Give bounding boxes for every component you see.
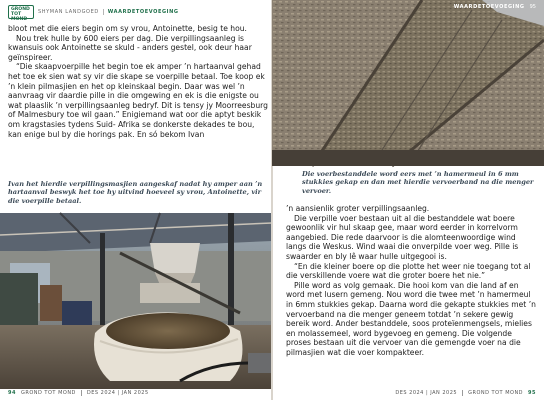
issue-date: DES 2024 | JAN 2025 <box>86 390 149 396</box>
right-body-text <box>286 204 538 358</box>
header-divider <box>103 9 104 15</box>
footer-divider <box>81 390 82 396</box>
section-label: WAARDETOEVOEGING <box>107 9 179 15</box>
left-photo-caption: Ivan het hierdie verpillingsmasjien aangeskaf nadat hy amper aan ’n hartaanval beswyk het toe hy uitvind hoeveel sy vrou, Antoinette, vir die voerpille betaal. <box>8 180 263 205</box>
page-number: 95 <box>528 390 536 396</box>
footer-left <box>8 390 149 396</box>
paragraph: ’n aansienlik groter verpillingsaanleg. <box>286 204 430 213</box>
page-number: 95 <box>529 4 536 10</box>
section-label: WAARDETOEVOEGING <box>453 4 525 10</box>
conveyor-belt-photo <box>272 0 544 166</box>
right-page <box>272 0 544 400</box>
magazine-name: GROND TOT MOND <box>468 390 524 396</box>
magazine-logo: GROND TOT MOND <box>8 5 34 19</box>
header-left <box>8 4 179 20</box>
footer-divider <box>462 390 463 396</box>
paragraph: Die verpille voer bestaan uit al die bestanddele wat boere gewoonlik vir hul skaap gee, maar word eerder in korrelvorm aangebied. Die rede daarvoor is die alomteenwoordige wind langs die Weskus. Wind waai die onverpilde voer weg. Pille is swaarder en bly lê waar hulle uitgegooi is. <box>286 213 519 261</box>
paragraph: “En die kleiner boere op die plotte het weer nie toegang tot al die verskillende voere wat die groter boere het nie.” <box>286 261 531 281</box>
page-number: 94 <box>8 390 16 396</box>
pellet-machine-photo <box>0 213 272 389</box>
paragraph: “Die skaapvoerpille het begin toe ek amper ’n hartaanval gehad het toe ek sien wat sy vir die skape se voerpille betaal. Toe koop ek ’n klein pilmasjien en het op kleinskaal begin. Daar was wel ’n aanvraag vir daardie pille in die omgewing en ek is die enigste ou wat plaaslik ’n verpillingsaanleg bedryf. Dit is tensy jy Moorreesburg of Malmesbury toe wil gaan.” Enigiemand wat oor die aptyt beskik om kragstasies tydens Suid- Afrika se donkerste dekades te bou, kan enige bul by die horings pak. En só bekom Ivan <box>8 62 268 139</box>
header-right <box>454 4 536 10</box>
author-label: SHYMAN LANDGOED <box>38 9 99 15</box>
right-photo-caption: Die voerbestanddele word eers met ’n hamermeul in 6 mm stukkies gekap en dan met hierdie vervoerband na die menger vervoer. <box>302 170 534 195</box>
footer-right <box>395 390 536 396</box>
left-body-text <box>8 24 270 139</box>
paragraph: bloot met die eiers begin om sy vrou, Antoinette, besig te hou. <box>8 24 247 33</box>
magazine-name: GROND TOT MOND <box>20 390 76 396</box>
paragraph: Nou trek hulle by 600 eiers per dag. Die verpillingsaanleg is kwansuis ook Antoinette se skuld - anders gestel, ook deur haar geïnspireer. <box>8 33 252 62</box>
paragraph: Pille word as volg gemaak. Die hooi kom van die land af en word met lusern gemeng. Nou word die twee met ’n hamermeul in 6mm stukkies gekap. Daarna word die gekapte stukkies met ’n vervoerband na die menger geneem totdat ’n sekere gewig bereik word. Ander bestanddele, soos proteïenmengsels, mielies en molassemeel, word bygevoeg en gemeng. Die volgende proses bestaan uit die vervoer van die gemengde voer na die pilmasjien wat die voer kompakteer. <box>286 280 536 357</box>
issue-date: DES 2024 | JAN 2025 <box>395 390 458 396</box>
